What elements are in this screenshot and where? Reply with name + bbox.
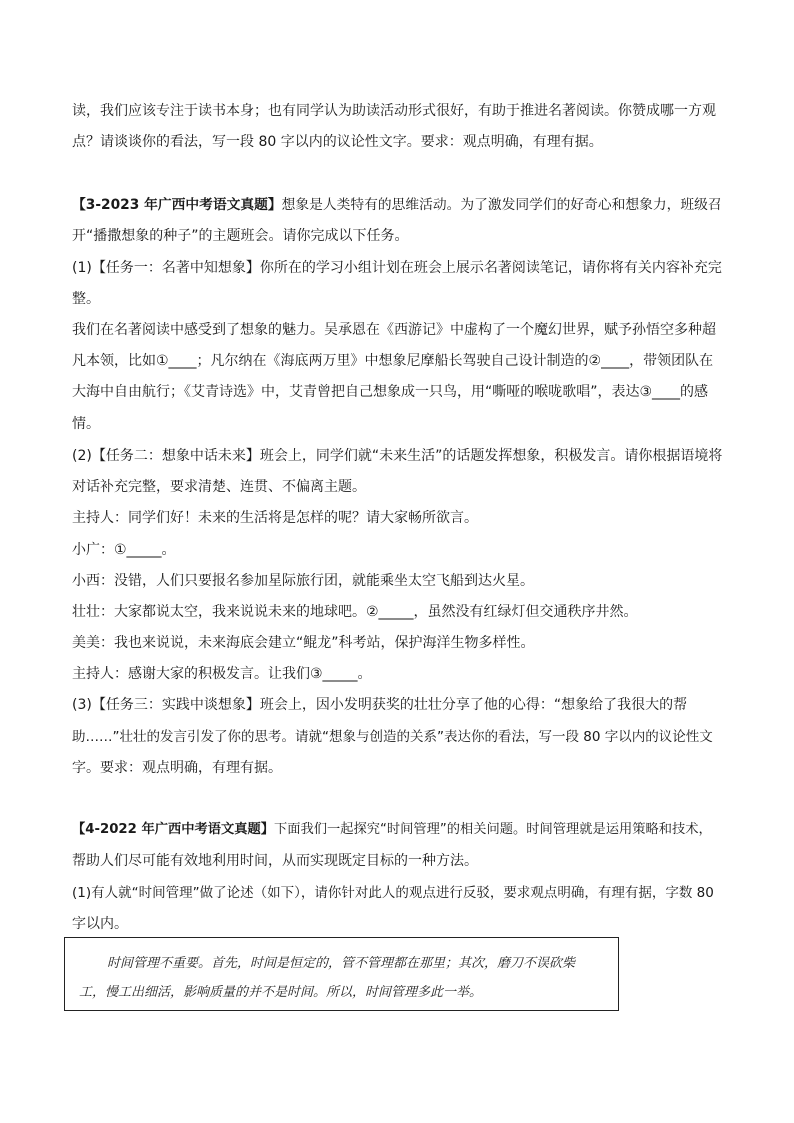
dialogue-line-host-2: 主持人：感谢大家的积极发言。让我们③_____。 — [72, 666, 372, 682]
quoted-argument-line-2: 工，慢工出细活，影响质量的并不是时间。所以，时间管理多此一举。 — [79, 985, 483, 1000]
quoted-argument-line-1: 时间管理不重要。首先，时间是恒定的，管不管理都在那里；其次，磨刀不误砍柴 — [107, 956, 576, 971]
q4-first-line — [72, 820, 712, 840]
intro-line-2: 点？请谈谈你的看法，写一段 80 字以内的议论性文字。要求：观点明确，有理有据。 — [72, 134, 603, 150]
intro-line-1: 读，我们应该专注于读书本身；也有同学认为助读活动形式很好，有助于推进名著阅读。你赞成哪一方观 — [72, 103, 716, 119]
q3-first-line — [72, 195, 722, 215]
dialogue-line-meimei: 美美：我也来说说，未来海底会建立“鲲龙”科考站，保护海洋生物多样性。 — [72, 635, 535, 651]
dialogue-line-xiaoguang: 小广：①_____。 — [72, 542, 176, 558]
q3-task1-para-3: 大海中自由航行；《艾青诗选》中，艾青曾把自己想象成一只鸟，用“嘶哑的喉咙歌唱”，表达③____的感 — [72, 384, 709, 400]
q4-header: 【4-2022 年广西中考语文真题】 — [72, 822, 274, 837]
q3-header: 【3-2023 年广西中考语文真题】 — [72, 197, 282, 213]
q3-task2-line-2: 对话补充完整，要求清楚、连贯、不偏离主题。 — [72, 479, 366, 495]
q3-task1-para-4: 情。 — [72, 416, 100, 432]
q3-line-1-rest: 想象是人类特有的思维活动。为了激发同学们的好奇心和想象力，班级召 — [281, 197, 722, 213]
q3-task3-line-1: (3)【任务三：实践中谈想象】班会上，因小发明获奖的壮壮分享了他的心得：“想象给了我很大的帮 — [72, 697, 688, 713]
dialogue-line-host-1: 主持人：同学们好！未来的生活将是怎样的呢？请大家畅所欲言。 — [72, 510, 478, 526]
q4-line-2: 帮助人们尽可能有效地利用时间，从而实现既定目标的一种方法。 — [72, 853, 478, 869]
dialogue-line-zhuangzhuang: 壮壮：大家都说太空，我来说说未来的地球吧。②_____，虽然没有红绿灯但交通秩序井然。 — [72, 604, 638, 620]
q3-task1-para-2: 凡本领，比如①____；凡尔纳在《海底两万里》中想象尼摩船长驾驶自己设计制造的②____，带领团队在 — [72, 353, 714, 369]
dialogue-line-xiaoxi: 小西：没错，人们只要报名参加星际旅行团，就能乘坐太空飞船到达火星。 — [72, 573, 534, 589]
q3-task1-line-1: (1)【任务一：名著中知想象】你所在的学习小组计划在班会上展示名著阅读笔记，请你将有关内容补充完 — [72, 260, 722, 276]
quoted-argument-box — [64, 937, 619, 1011]
q3-line-2: 开“播撒想象的种子”的主题班会。请你完成以下任务。 — [72, 228, 409, 244]
q3-task1-para-1: 我们在名著阅读中感受到了想象的魅力。吴承恩在《西游记》中虚构了一个魔幻世界，赋予孙悟空多种超 — [72, 322, 716, 338]
q4-line-1-rest: 下面我们一起探究“时间管理”的相关问题。时间管理就是运用策略和技术， — [273, 822, 712, 837]
q3-task2-line-1: (2)【任务二：想象中话未来】班会上，同学们就“未来生活”的话题发挥想象，积极发言。请你根据语境将 — [72, 448, 723, 464]
q3-task1-line-2: 整。 — [72, 291, 100, 307]
q3-task3-line-3: 字。要求：观点明确，有理有据。 — [72, 760, 282, 776]
q4-task1-line-1: (1)有人就“时间管理”做了论述（如下），请你针对此人的观点进行反驳，要求观点明确，有理有据，字数 80 — [72, 885, 714, 901]
q4-task1-line-2: 字以内。 — [72, 916, 128, 932]
q3-task3-line-2: 助……”壮壮的发言引发了你的思考。请就“想象与创造的关系”表达你的看法，写一段 80 字以内的议论性文 — [72, 729, 713, 745]
